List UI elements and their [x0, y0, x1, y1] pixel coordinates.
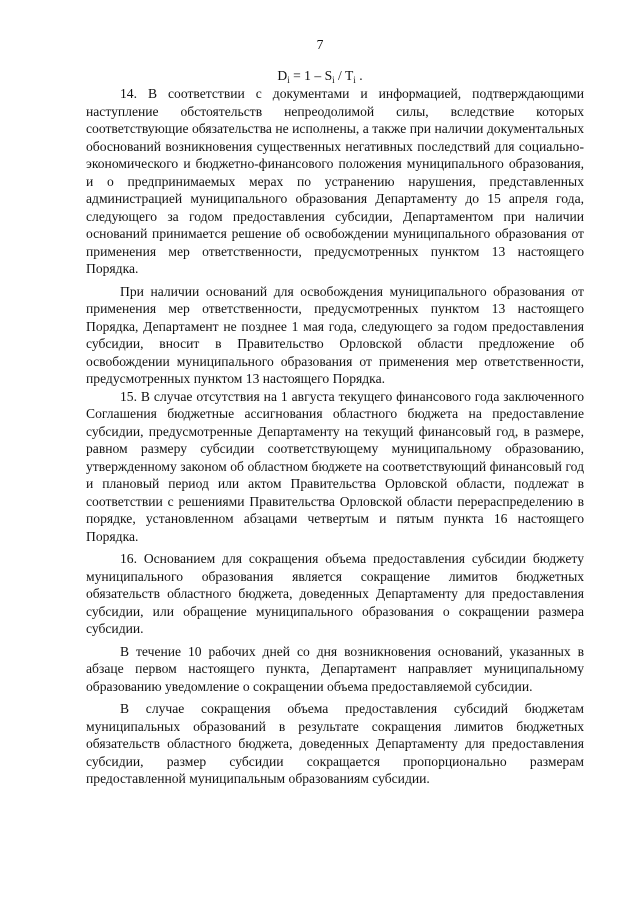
formula-t-subscript: i: [353, 75, 356, 85]
formula: [0, 67, 640, 85]
paragraph-16: 16. Основанием для сокращения объема предоставления субсидии бюджету муниципального образования является сокращение лимитов бюджетных обязательств областного бюджета, доведенных Департаменту для предоставления субсидии, или обращение муниципального образования о сокращении размера субсидии.: [86, 551, 584, 636]
paragraph-16-third: В случае сокращения объема предоставления субсидий бюджетам муниципальных образований в результате сокращения лимитов бюджетных обязательств областного бюджета, доведенных Департаменту для предоставления субсидии, размер субсидии сокращается пропорционально размерам предоставленной муниципальным образованиям субсидии.: [86, 701, 584, 786]
paragraph-14-second: При наличии оснований для освобождения муниципального образования от применения мер ответственности, предусмотренных пунктом 13 настоящего Порядка, Департамент не позднее 1 мая года, следующего за годом предоставления субсидии, вносит в Правительство Орловской области предложение об освобождении муниципального образования от применения мер ответственности, предусмотренных пунктом 13 настоящего Порядка.: [86, 283, 584, 386]
formula-s-subscript: i: [332, 75, 335, 85]
paragraph-15: 15. В случае отсутствия на 1 августа текущего финансового года заключенного Соглашения бюджетные ассигнования областного бюджета на предоставление субсидии, предусмотренные Департаменту на текущий финансовый год, в размере, равном размеру субсидии соответствующему муниципальному образованию, утвержденному законом об областном бюджете на соответствующий финансовый год и плановый период или актом Правительства Орловской области, подлежат в соответствии с решениями Правительства Орловской области перераспределению в порядке, установленном абзацами четвертым и пятым пункта 16 настоящего Порядка.: [86, 388, 584, 544]
paragraph-14: 14. В соответствии с документами и информацией, подтверждающими наступление обстоятельств непреодолимой силы, вследствие которых соответствующие обязательства не исполнены, а также при наличии документальных обоснований возникновения существенных негативных последствий для социально-экономического и бюджетно-финансового положения муниципального образования, и о предпринимаемых мерах по устранению нарушения, представленных администрацией муниципального образования Департаменту до 15 апреля года, следующего за годом предоставления субсидии, Департаментом при наличии оснований принимается решение об освобождении муниципального образования от применения мер ответственности, предусмотренных пунктом 13 настоящего Порядка.: [86, 86, 584, 276]
formula-end: .: [355, 68, 363, 83]
page-number: 7: [316, 37, 324, 52]
formula-middle: = 1 – S: [289, 68, 333, 83]
formula-division: / T: [334, 68, 354, 83]
formula-lhs: D: [277, 68, 288, 83]
paragraph-16-second: В течение 10 рабочих дней со дня возникновения оснований, указанных в абзаце первом настоящего пункта, Департамент направляет муниципальному образованию уведомление о сокращении объема предоставляемой субсидии.: [86, 643, 584, 694]
formula-lhs-subscript: i: [287, 75, 290, 85]
body-text: [86, 85, 584, 788]
